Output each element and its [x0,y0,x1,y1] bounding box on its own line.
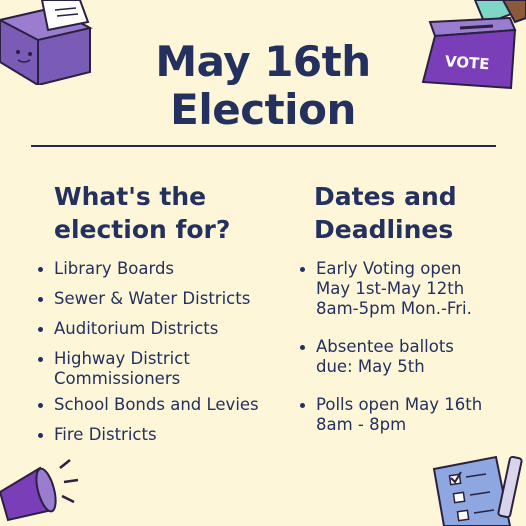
list-item [298,395,518,435]
page-title [0,38,526,134]
polls-line-1: Polls open May 16th [316,395,483,414]
left-column-heading [54,180,230,246]
vote-label: VOTE [444,52,491,74]
early-voting-line-2: May 1st-May 12th [316,279,465,298]
early-voting-line-3: 8am-5pm Mon.-Fri. [316,299,472,318]
list-item: Sewer & Water Districts [36,289,301,309]
election-items-list [36,259,301,455]
list-item [298,337,518,377]
right-column-heading [314,180,457,246]
list-item: Auditorium Districts [36,319,301,339]
ballot-sheet-icon [430,455,526,526]
absentee-line-2: due: May 5th [316,357,425,376]
right-heading-line-1: Dates and [314,182,457,211]
early-voting-line-1: Early Voting open [316,259,462,278]
title-line-2: Election [170,85,356,134]
title-line-1: May 16th [155,37,371,86]
title-divider [31,145,496,147]
left-heading-line-2: election for? [54,215,231,244]
left-heading-line-1: What's the [54,182,207,211]
list-item: Highway District Commissioners [36,349,224,389]
list-item: School Bonds and Levies [36,395,301,415]
megaphone-icon [0,450,90,526]
dates-deadlines-list [298,259,518,453]
right-heading-line-2: Deadlines [314,215,454,244]
list-item: Fire Districts [36,425,301,445]
list-item: Library Boards [36,259,301,279]
polls-line-2: 8am - 8pm [316,415,407,434]
absentee-line-1: Absentee ballots [316,337,454,356]
list-item [298,259,518,319]
